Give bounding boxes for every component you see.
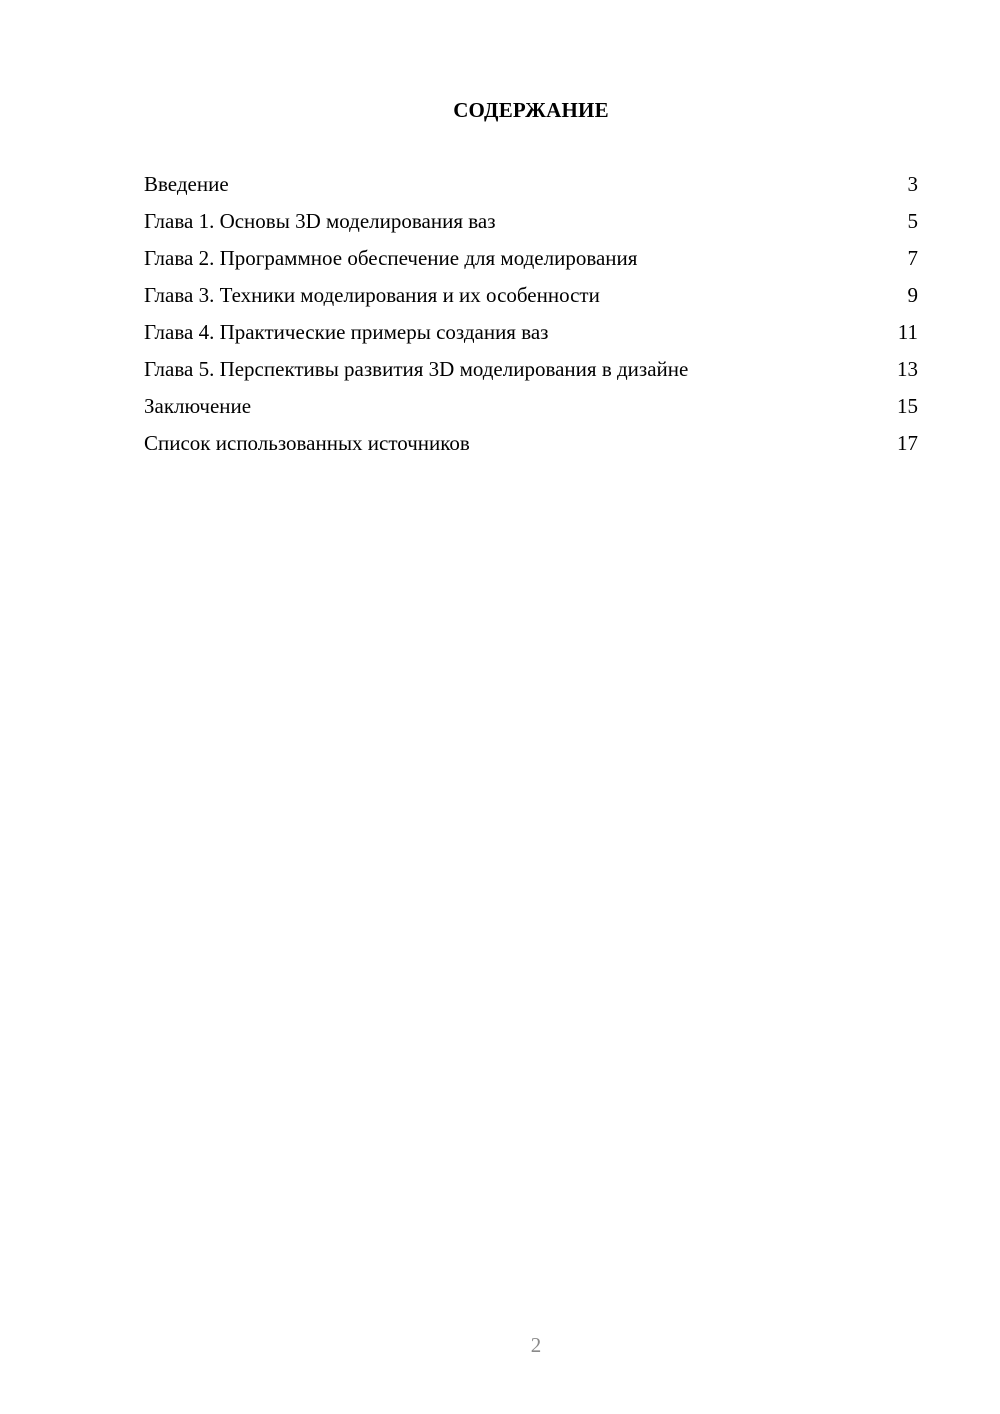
toc-entry-page: 5 xyxy=(907,209,918,233)
toc-entry-references xyxy=(144,427,918,464)
toc-entry-page: 3 xyxy=(907,172,918,196)
toc-entry-introduction xyxy=(144,168,918,205)
toc-entry-chapter-5 xyxy=(144,353,918,390)
toc-entry-text: Введение xyxy=(144,172,229,196)
toc-entry-text: Глава 1. Основы 3D моделирования ваз xyxy=(144,209,496,233)
toc-entry-chapter-1 xyxy=(144,205,918,242)
toc-entry-page: 9 xyxy=(907,283,918,307)
toc-entry-text: Глава 5. Перспективы развития 3D моделирования в дизайне xyxy=(144,357,689,381)
toc-title: СОДЕРЖАНИЕ xyxy=(453,98,609,122)
toc-entry-text: Глава 3. Техники моделирования и их особенности xyxy=(144,283,600,307)
page-number: 2 xyxy=(530,1333,542,1357)
toc-entry-conclusion xyxy=(144,390,918,427)
toc-entry-text: Глава 4. Практические примеры создания ваз xyxy=(144,320,549,344)
table-of-contents xyxy=(144,168,918,464)
toc-entry-text: Заключение xyxy=(144,394,252,418)
toc-entry-chapter-3 xyxy=(144,279,918,316)
toc-entry-page: 7 xyxy=(907,246,918,270)
toc-entry-text: Список использованных источников xyxy=(144,431,470,455)
toc-entry-page: 17 xyxy=(897,431,918,455)
toc-entry-page: 11 xyxy=(897,320,918,344)
toc-entry-page: 13 xyxy=(897,357,918,381)
toc-entry-page: 15 xyxy=(897,394,918,418)
toc-entry-chapter-2 xyxy=(144,242,918,279)
toc-entry-chapter-4 xyxy=(144,316,918,353)
toc-entry-text: Глава 2. Программное обеспечение для моделирования xyxy=(144,246,638,270)
